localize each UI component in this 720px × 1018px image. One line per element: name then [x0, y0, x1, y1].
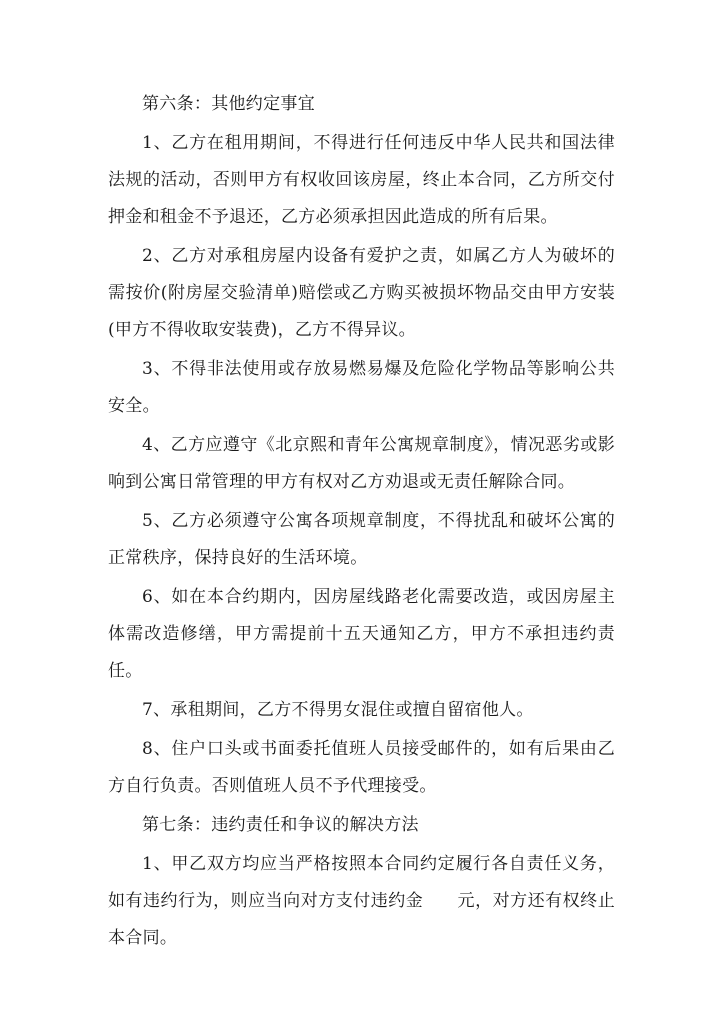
- section-7-heading: 第七条：违约责任和争议的解决方法: [142, 815, 419, 835]
- clause-text-after-blank: 元，对方还有权终止本合同。: [108, 891, 615, 948]
- document-page: [108, 86, 615, 959]
- section-6-clause-2: 2、乙方对承租房屋内设备有爱护之责，如属乙方人为破坏的需按价(附房屋交验清单)赔偿或乙方购买被损坏物品交由甲方安装(甲方不得收取安装费)，乙方不得异议。: [108, 246, 615, 340]
- section-6-clause-1: 1、乙方在租用期间，不得进行任何违反中华人民共和国法律法规的活动，否则甲方有权收回该房屋，终止本合同，乙方所交付押金和租金不予退还，乙方必须承担因此造成的所有后果。: [108, 133, 615, 227]
- section-6-clause-5: 5、乙方必须遵守公寓各项规章制度，不得扰乱和破坏公寓的正常秩序，保持良好的生活环境。: [108, 511, 615, 568]
- section-6-clause-6: 6、如在本合约期内，因房屋线路老化需要改造，或因房屋主体需改造修缮，甲方需提前十五天通知乙方，甲方不承担违约责任。: [108, 587, 615, 681]
- section-6-clause-3: 3、不得非法使用或存放易燃易爆及危险化学物品等影响公共安全。: [108, 359, 615, 416]
- clause-text-before-blank: 1、甲乙双方均应当严格按照本合同约定履行各自责任义务，如有违约行为，则应当向对方支付违约金: [108, 854, 615, 911]
- section-7-clause-1: [108, 846, 615, 957]
- section-6-clause-8: 8、住户口头或书面委托值班人员接受邮件的，如有后果由乙方自行负责。否则值班人员不予代理接受。: [108, 739, 615, 796]
- section-6-clause-7: 7、承租期间，乙方不得男女混住或擅自留宿他人。: [142, 700, 534, 720]
- section-6-heading: 第六条：其他约定事宜: [142, 94, 315, 114]
- section-6-clause-4: 4、乙方应遵守《北京熙和青年公寓规章制度》，情况恶劣或影响到公寓日常管理的甲方有权对乙方劝退或无责任解除合同。: [108, 435, 615, 492]
